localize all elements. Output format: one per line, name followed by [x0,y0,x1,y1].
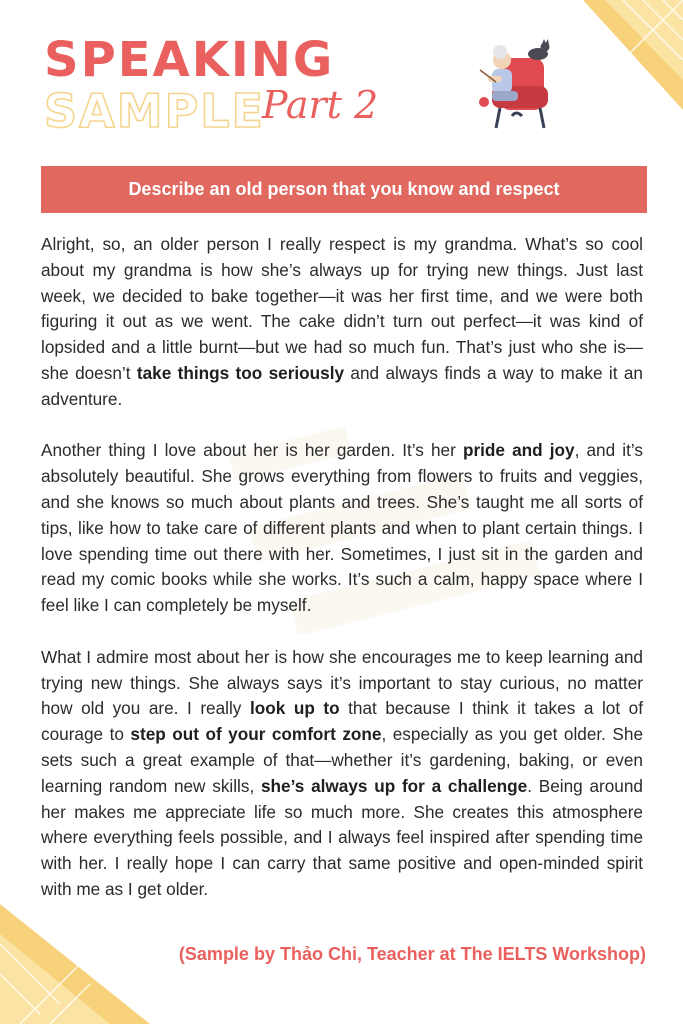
paragraph-2 [41,438,643,619]
topic-title: Describe an old person that you know and respect [128,179,560,199]
text-segment: . Being around her makes me appreciate life so much more. She creates this atmosphere where everything feels possible, and I always feel inspired after spending time with her. I really hope I can carry that same positive and open-minded spirit with me as I get older. [41,775,643,899]
text-segment: What I admire most about her is how she encourages me to keep learning and trying new things. She always says it’s important to stay curious, no matter how old you are. I really [41,646,643,719]
answer-text [41,232,643,929]
key-phrase: pride and joy [462,440,575,461]
key-phrase: she’s always up for a challenge [261,775,528,796]
text-segment: , especially as you get older. She sets such a great example of that—whether it’s gardening, baking, or even learning random new skills, [41,724,644,796]
paragraph-1 [41,232,643,413]
topic-banner [41,166,647,213]
text-segment: Another thing I love about her is her garden. It’s her [41,440,463,461]
page-title-speaking: SPEAKING [44,32,335,88]
text-segment: Alright, so, an older person I really respect is my grandma. What’s so cool about my grandma is how she’s always up for trying new things. Just last week, we decided to bake together—it was her first time, and we were both figuring it out as we went. The cake didn’t turn out perfect—it was kind of lopsided and a little burnt—but we had so much fun. That’s just who she is—she doesn’t [41,234,643,383]
page-title-sample: SAMPLE [44,84,265,138]
paragraph-3 [41,645,643,903]
sample-credit: (Sample by Thảo Chi, Teacher at The IELTS Workshop) [178,944,646,964]
corner-decoration-top-right [543,0,683,110]
text-segment: , and it’s absolutely beautiful. She grows everything from flowers to fruits and veggies, and she knows so much about plants and trees. She’s taught me all sorts of tips, like how to take care of different plants and when to plant certain things. I love spending time out there with her. Sometimes, I just sit in the garden and read my comic books while she works. It’s such a calm, happy space where I feel like I can completely be myself. [41,440,643,616]
page-title-part: Part 2 [262,83,379,127]
key-phrase: take things too seriously [136,362,345,383]
grandma-illustration-icon [470,36,560,132]
text-segment: and always finds a way to make it an adventure. [41,362,643,409]
key-phrase: look up to [249,698,340,719]
text-segment: that because I think it takes a lot of courage to [41,698,643,745]
key-phrase: step out of your comfort zone [130,724,382,745]
